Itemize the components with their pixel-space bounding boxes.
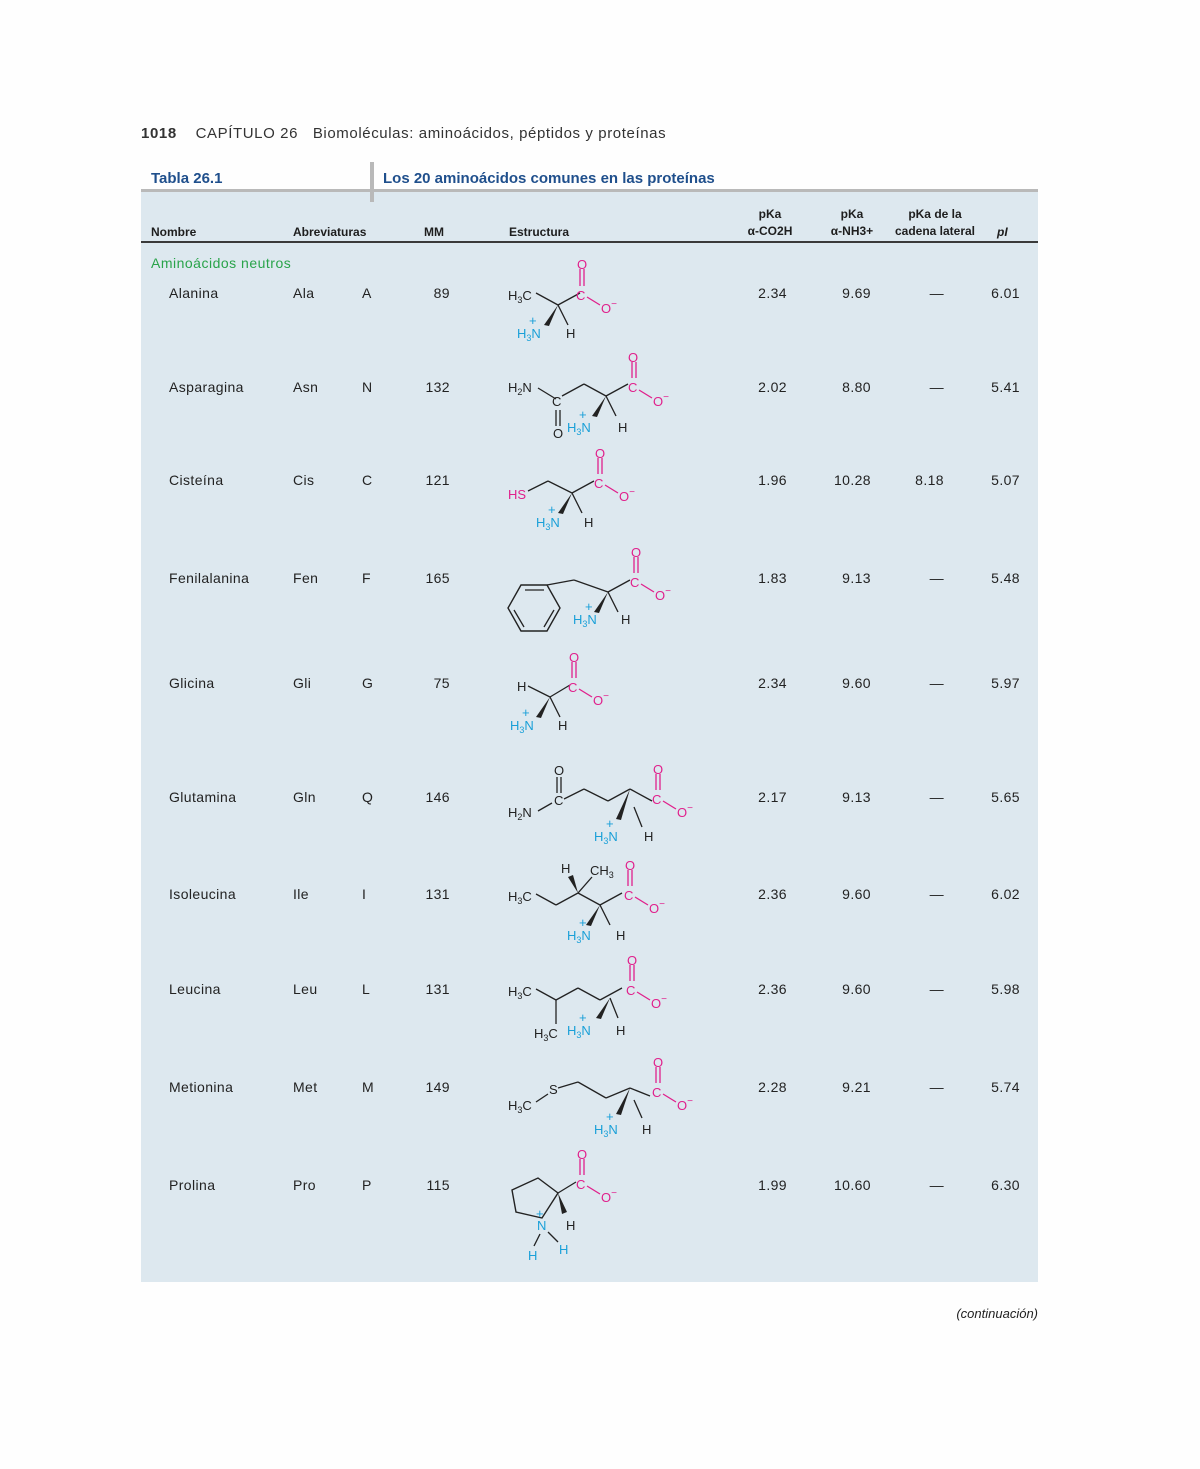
cell-pi: 5.98 [991, 981, 1020, 997]
header-pka-co2h-line1: pKa [758, 207, 782, 221]
svg-text:H3C: $H_3C$ [508, 1098, 532, 1115]
svg-text:O: O [625, 858, 636, 873]
cell-abbr3: Fen [293, 570, 319, 586]
cell-abbr1: Q [362, 789, 374, 805]
svg-text:H: H [644, 829, 654, 844]
header-pi: pI [997, 225, 1008, 239]
caption-divider [370, 162, 374, 202]
table-caption [141, 160, 1038, 200]
cell-pka-side: — [929, 1079, 944, 1095]
svg-text:O: O [577, 257, 588, 272]
cell-pi: 5.48 [991, 570, 1020, 586]
svg-text:O−: O− [653, 392, 669, 409]
svg-text:HS: HS [508, 487, 527, 502]
header-pka-side-line1: pKa de la [908, 207, 962, 221]
cell-pka-co2h: 1.83 [758, 570, 787, 586]
cell-pi: 5.41 [991, 379, 1020, 395]
svg-text:O−: O− [601, 299, 617, 316]
cell-pi: 6.01 [991, 285, 1020, 301]
isoleucine-structure [500, 855, 690, 950]
header-pka-co2h-line2: α-CO2H [747, 224, 793, 238]
svg-text:H3N: $H_3N$ [510, 718, 534, 735]
svg-text:O−: O− [677, 803, 693, 820]
svg-text:O: O [627, 953, 638, 968]
cell-pi: 5.65 [991, 789, 1020, 805]
cell-abbr1: I [362, 886, 367, 902]
svg-text:H3N: $H_3N$ [517, 326, 541, 343]
cell-mm: 131 [425, 981, 450, 997]
svg-text:S: S [549, 1082, 558, 1097]
cell-pka-side: — [929, 285, 944, 301]
svg-text:O: O [577, 1148, 588, 1162]
cell-pka-co2h: 2.02 [758, 379, 787, 395]
cell-mm: 149 [425, 1079, 450, 1095]
cell-pi: 5.74 [991, 1079, 1020, 1095]
svg-text:C: C [576, 288, 586, 303]
svg-text:H3N: $H_3N$ [567, 1023, 591, 1040]
cell-abbr3: Gln [293, 789, 316, 805]
svg-text:O: O [653, 1055, 664, 1070]
asparagine-structure [500, 350, 680, 445]
cell-name: Prolina [169, 1177, 216, 1193]
svg-text:O−: O− [651, 994, 667, 1011]
svg-text:+: + [536, 1206, 544, 1221]
svg-text:O: O [653, 762, 664, 777]
cell-mm: 132 [425, 379, 450, 395]
cell-pka-side: — [929, 886, 944, 902]
cell-pka-nh3: 9.60 [842, 675, 871, 691]
cell-abbr3: Met [293, 1079, 318, 1095]
cell-pka-co2h: 2.17 [758, 789, 787, 805]
cell-name: Asparagina [169, 379, 244, 395]
svg-text:C: C [594, 476, 604, 491]
cell-pka-side: — [929, 379, 944, 395]
table-title: Los 20 aminoácidos comunes en las proteínas [383, 170, 715, 187]
cell-pka-nh3: 9.13 [842, 789, 871, 805]
cell-abbr1: C [362, 472, 373, 488]
header-pka-nh3-line2: α-NH3+ [830, 224, 874, 238]
glycine-structure [500, 645, 640, 740]
svg-text:C: C [628, 380, 638, 395]
svg-text:H3C: $H_3C$ [534, 1026, 558, 1043]
cell-abbr3: Gli [293, 675, 312, 691]
cell-pka-co2h: 2.36 [758, 981, 787, 997]
cell-pi: 5.97 [991, 675, 1020, 691]
svg-text:H: H [566, 326, 576, 341]
chapter-title: Biomoléculas: aminoácidos, péptidos y proteínas [312, 125, 667, 142]
svg-text:O: O [631, 545, 642, 560]
table-label: Tabla 26.1 [151, 170, 223, 187]
cell-mm: 131 [425, 886, 450, 902]
cell-pka-co2h: 2.34 [758, 675, 787, 691]
cell-pka-side: — [929, 675, 944, 691]
header-rule [141, 241, 1038, 243]
svg-text:H: H [517, 679, 527, 694]
running-head [141, 125, 666, 142]
svg-text:+: + [579, 1010, 587, 1025]
svg-text:C: C [652, 1085, 662, 1100]
cell-pka-co2h: 2.36 [758, 886, 787, 902]
cell-pka-side: — [929, 789, 944, 805]
cell-name: Cisteína [169, 472, 224, 488]
svg-text:O: O [554, 763, 565, 778]
svg-text:H: H [584, 515, 594, 530]
svg-text:H3N: $H_3N$ [594, 1122, 618, 1139]
header-pka-side-line2: cadena lateral [894, 224, 976, 238]
cell-pka-side: — [929, 1177, 944, 1193]
cell-pka-co2h: 1.96 [758, 472, 787, 488]
svg-text:C: C [626, 983, 636, 998]
cell-abbr3: Ala [293, 285, 315, 301]
cell-abbr1: F [362, 570, 371, 586]
cell-pka-nh3: 10.60 [833, 1177, 871, 1193]
cell-abbr1: A [362, 285, 372, 301]
svg-text:O−: O− [655, 586, 671, 603]
cell-name: Glutamina [169, 789, 237, 805]
cell-abbr3: Pro [293, 1177, 316, 1193]
svg-text:H: H [616, 1023, 626, 1038]
svg-text:+: + [606, 1109, 614, 1124]
svg-text:H3C: $H_3C$ [508, 288, 532, 305]
svg-text:H: H [559, 1242, 569, 1257]
svg-text:O−: O− [649, 899, 665, 916]
cell-mm: 75 [433, 675, 450, 691]
svg-text:+: + [548, 502, 556, 517]
cell-pka-co2h: 2.34 [758, 285, 787, 301]
alanine-structure [500, 255, 640, 345]
cell-abbr1: L [362, 981, 371, 997]
cell-abbr3: Ile [293, 886, 309, 902]
group-label: Aminoácidos neutros [151, 255, 292, 271]
cell-mm: 115 [426, 1177, 450, 1193]
cell-mm: 146 [425, 789, 450, 805]
cell-pka-side: — [929, 570, 944, 586]
header-mm: MM [424, 225, 444, 239]
svg-text:H3N: $H_3N$ [536, 515, 560, 532]
cell-pka-nh3: 8.80 [842, 379, 871, 395]
svg-text:O: O [569, 650, 580, 665]
cell-name: Leucina [169, 981, 221, 997]
header-abbr: Abreviaturas [293, 225, 367, 239]
chapter-label: CAPÍTULO 26 [195, 125, 299, 142]
header-pka-nh3-line1: pKa [840, 207, 864, 221]
svg-text:CH3: $CH_3$ [590, 863, 614, 880]
svg-text:+: + [585, 599, 593, 614]
svg-text:C: C [554, 793, 564, 808]
svg-text:C: C [552, 394, 562, 409]
cell-pi: 5.07 [991, 472, 1020, 488]
cysteine-structure [500, 443, 660, 538]
svg-text:O−: O− [593, 691, 609, 708]
svg-text:H3N: $H_3N$ [567, 928, 591, 945]
svg-text:C: C [630, 575, 640, 590]
svg-text:H3N: $H_3N$ [594, 829, 618, 846]
cell-name: Metionina [169, 1079, 234, 1095]
svg-text:+: + [522, 705, 530, 720]
svg-text:O−: O− [677, 1096, 693, 1113]
page-number: 1018 [141, 125, 177, 142]
cell-pka-nh3: 9.60 [842, 981, 871, 997]
proline-structure [500, 1148, 660, 1268]
header-name: Nombre [151, 225, 197, 239]
cell-pka-co2h: 2.28 [758, 1079, 787, 1095]
svg-text:H3N: $H_3N$ [573, 612, 597, 629]
svg-text:+: + [529, 313, 537, 328]
svg-text:+: + [579, 407, 587, 422]
svg-text:O−: O− [601, 1188, 617, 1205]
cell-abbr3: Asn [293, 379, 319, 395]
header-pka-side [880, 206, 990, 240]
cell-pka-side: 8.18 [915, 472, 944, 488]
cell-abbr3: Leu [293, 981, 318, 997]
svg-text:H: H [621, 612, 631, 627]
header-pka-co2h [730, 206, 810, 240]
cell-abbr3: Cis [293, 472, 315, 488]
svg-text:H: H [616, 928, 626, 943]
cell-pka-nh3: 9.60 [842, 886, 871, 902]
svg-text:H3C: $H_3C$ [508, 984, 532, 1001]
svg-text:O: O [553, 426, 564, 441]
methionine-structure [500, 1050, 710, 1145]
svg-text:C: C [568, 680, 578, 695]
cell-pka-nh3: 9.21 [842, 1079, 871, 1095]
phenylalanine-structure [500, 540, 690, 640]
cell-name: Glicina [169, 675, 215, 691]
cell-abbr1: P [362, 1177, 372, 1193]
cell-mm: 89 [433, 285, 450, 301]
cell-pi: 6.30 [991, 1177, 1020, 1193]
leucine-structure [500, 950, 690, 1050]
cell-name: Isoleucina [169, 886, 237, 902]
svg-text:H: H [618, 420, 628, 435]
cell-pka-nh3: 10.28 [833, 472, 871, 488]
cell-mm: 165 [425, 570, 450, 586]
svg-text:H2N: $H_2N$ [508, 380, 532, 397]
svg-text:N: N [537, 1218, 547, 1233]
cell-pka-nh3: 9.13 [842, 570, 871, 586]
svg-text:+: + [579, 915, 587, 930]
svg-text:O−: O− [619, 487, 635, 504]
svg-text:O: O [595, 446, 606, 461]
svg-text:C: C [652, 792, 662, 807]
cell-mm: 121 [425, 472, 450, 488]
cell-abbr1: M [362, 1079, 375, 1095]
svg-text:H3C: $H_3C$ [508, 889, 532, 906]
cell-pka-nh3: 9.69 [842, 285, 871, 301]
glutamine-structure [500, 755, 710, 855]
svg-text:C: C [624, 888, 634, 903]
cell-name: Alanina [169, 285, 219, 301]
svg-text:H2N: $H_2N$ [508, 805, 532, 822]
cell-pka-co2h: 1.99 [758, 1177, 787, 1193]
cell-name: Fenilalanina [169, 570, 250, 586]
cell-pka-side: — [929, 981, 944, 997]
cell-abbr1: N [362, 379, 373, 395]
cell-pi: 6.02 [991, 886, 1020, 902]
svg-text:H: H [561, 861, 571, 876]
svg-text:H: H [566, 1218, 576, 1233]
svg-text:H: H [642, 1122, 652, 1137]
header-structure: Estructura [509, 225, 570, 239]
svg-text:O: O [628, 350, 639, 365]
cell-abbr1: G [362, 675, 374, 691]
svg-text:H: H [528, 1248, 538, 1263]
svg-text:H: H [558, 718, 568, 733]
svg-text:H3N: $H_3N$ [567, 420, 591, 437]
svg-text:C: C [576, 1177, 586, 1192]
continuation-note: (continuación) [956, 1306, 1038, 1321]
svg-text:+: + [606, 816, 614, 831]
